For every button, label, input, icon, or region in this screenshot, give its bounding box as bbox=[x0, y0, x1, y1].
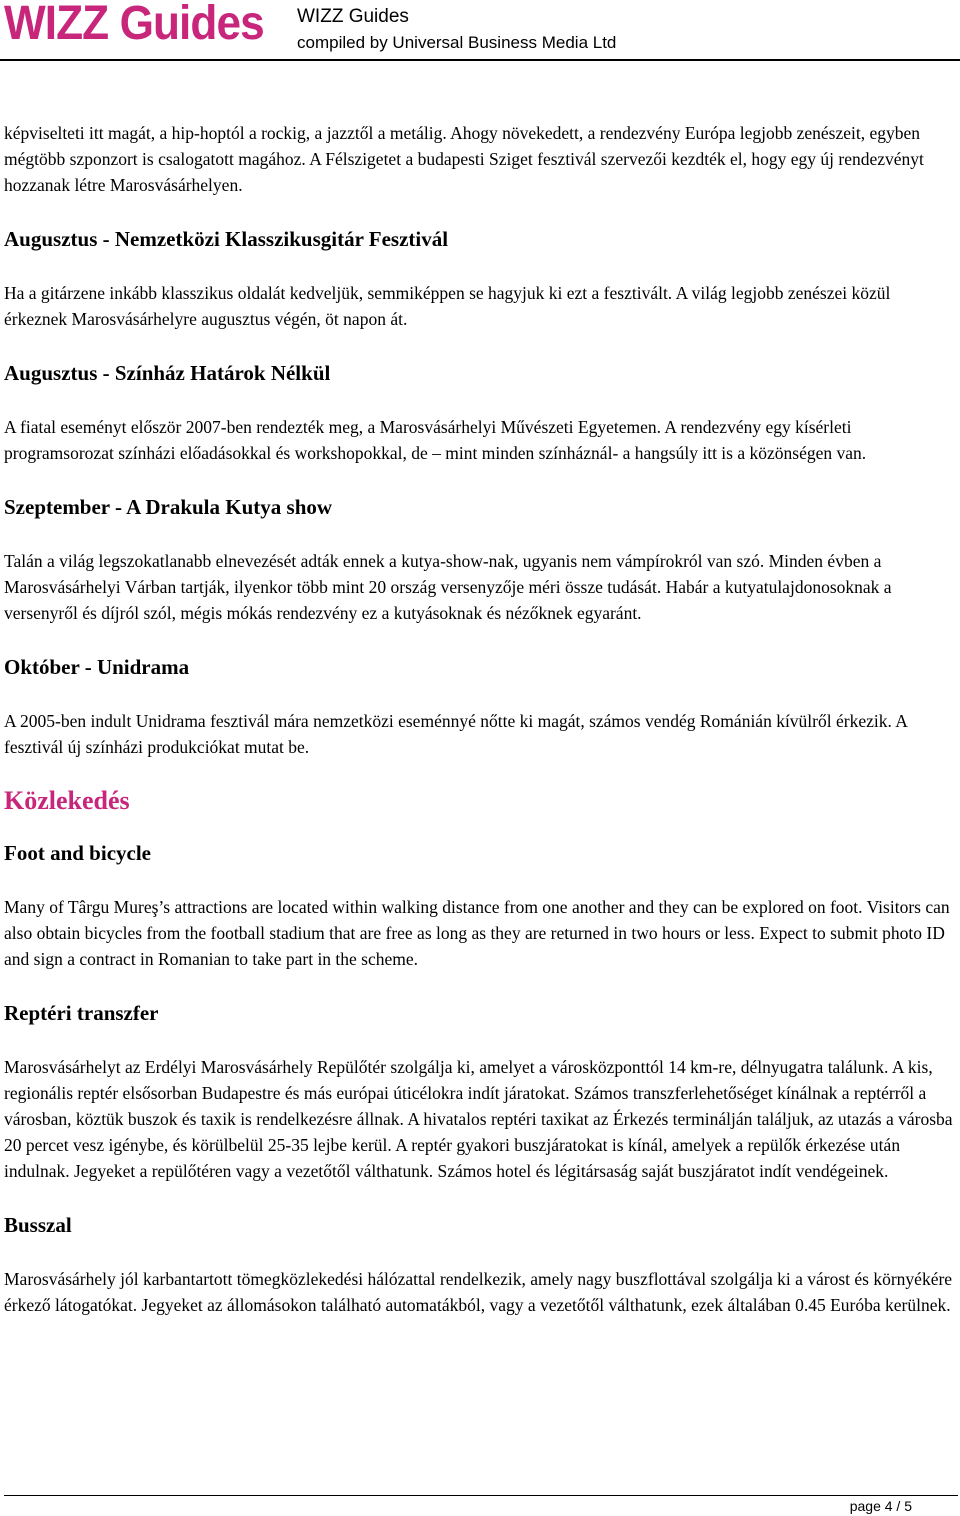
page-header bbox=[0, 0, 960, 62]
heading-drakula-kutya-show: Szeptember - A Drakula Kutya show bbox=[4, 495, 333, 519]
heading-klasszikusgitar-fesztival: Augusztus - Nemzetközi Klasszikusgitár Fesztivál bbox=[4, 227, 449, 251]
paragraph-kutya-show: Talán a világ legszokatlanabb elnevezését adták ennek a kutya-show-nak, ugyanis nem vámpírokról van szó. Minden évben a Marosvásárhelyi Várban tartják, ilyenkor több mint 20 ország versenyzője méri össze tudását. Habár a kutyatulajdonosoknak a versenyről és díjról szól, mégis mókás rendezvény ez a kutyásoknak és nézőknek egyaránt. bbox=[4, 551, 892, 623]
paragraph-busszal: Marosvásárhely jól karbantartott tömegközlekedési hálózattal rendelkezik, amely nagy buszflottával szolgálja ki a várost és környékére érkező látogatókat. Jegyeket az állomásokon található automatákból, vagy a vezetőtől válthatunk, ezek általában 0.45 Euróba kerülnek. bbox=[4, 1269, 953, 1315]
paragraph-klasszikusgitar: Ha a gitárzene inkább klasszikus oldalát kedveljük, semmiképpen se hagyjuk ki ezt a fesztivált. A világ legjobb zenészei közül érkeznek Marosvásárhelyre augusztus végén, öt napon át. bbox=[4, 283, 891, 329]
header-subtitle: compiled by Universal Business Media Ltd bbox=[297, 33, 617, 52]
header-divider bbox=[0, 59, 960, 61]
header-title: WIZZ Guides bbox=[297, 6, 409, 27]
heading-foot-and-bicycle: Foot and bicycle bbox=[4, 841, 151, 865]
heading-szinhaz-hatarok-nelkul: Augusztus - Színház Határok Nélkül bbox=[4, 361, 331, 385]
heading-unidrama: Október - Unidrama bbox=[4, 655, 190, 679]
section-title-kozlekedes: Közlekedés bbox=[4, 786, 130, 815]
paragraph-szinhaz: A fiatal eseményt először 2007-ben rendezték meg, a Marosvásárhelyi Művészeti Egyetemen. A rendezvény egy kísérleti programsorozat színházi előadásokkal és workshopokkal, de – mint minden színháznál- a hangsúly itt is a közönségen van. bbox=[4, 417, 867, 463]
paragraph-intro: képviselteti itt magát, a hip-hoptól a rockig, a jazztől a metálig. Ahogy növekedett, a rendezvény Európa legjobb zenészeit, egyben mégtöbb szponzort is csalogatott magához. A Félszigetet a budapesti Sziget fesztivál szervezői kezdték el, hogy egy új rendezvényt hozzanak létre Marosvásárhelyen. bbox=[4, 123, 924, 195]
heading-busszal: Busszal bbox=[4, 1213, 72, 1237]
document-body bbox=[4, 120, 954, 1318]
paragraph-repteri-transzfer: Marosvásárhelyt az Erdélyi Marosvásárhely Repülőtér szolgálja ki, amelyet a városközponttól 14 km-re, délnyugatra találunk. A kis, regionális reptér elsősorban Budapestre és más európai úticélokra indít járatokat. Számos transzferlehetőséget kínálnak a reptérről a városban, köztük buszok és taxik is rendelkezésre állnak. A hivatalos reptéri taxikat az Érkezés terminálján találjuk, az utazás a városba 20 percet vesz igénybe, és körülbelül 25-35 lejbe kerül. A reptér gyakori buszjáratokat is kínál, amelyek a repülők érkezése után indulnak. Jegyeket a repülőtéren vagy a vezetőtől válthatunk. Számos hotel és légitársaság saját buszjáratot indít vendégeinek. bbox=[4, 1057, 953, 1181]
paragraph-foot-and-bicycle: Many of Târgu Mureş’s attractions are located within walking distance from one another and they can be explored on foot. Visitors can also obtain bicycles from the football stadium that are free as long as they are returned in two hours or less. Expect to submit photo ID and sign a contract in Romanian to take part in the scheme. bbox=[4, 897, 950, 969]
paragraph-unidrama: A 2005-ben indult Unidrama fesztivál mára nemzetközi eseménnyé nőtte ki magát, számos vendég Románián kívülről érkezik. A fesztivál új színházi produkciókat mutat be. bbox=[4, 711, 907, 757]
footer-divider bbox=[4, 1495, 958, 1496]
page-number: page 4 / 5 bbox=[849, 1498, 912, 1514]
wizz-guides-logo: WIZZ Guides bbox=[4, 0, 264, 50]
heading-repteri-transzfer: Reptéri transzfer bbox=[4, 1001, 159, 1025]
